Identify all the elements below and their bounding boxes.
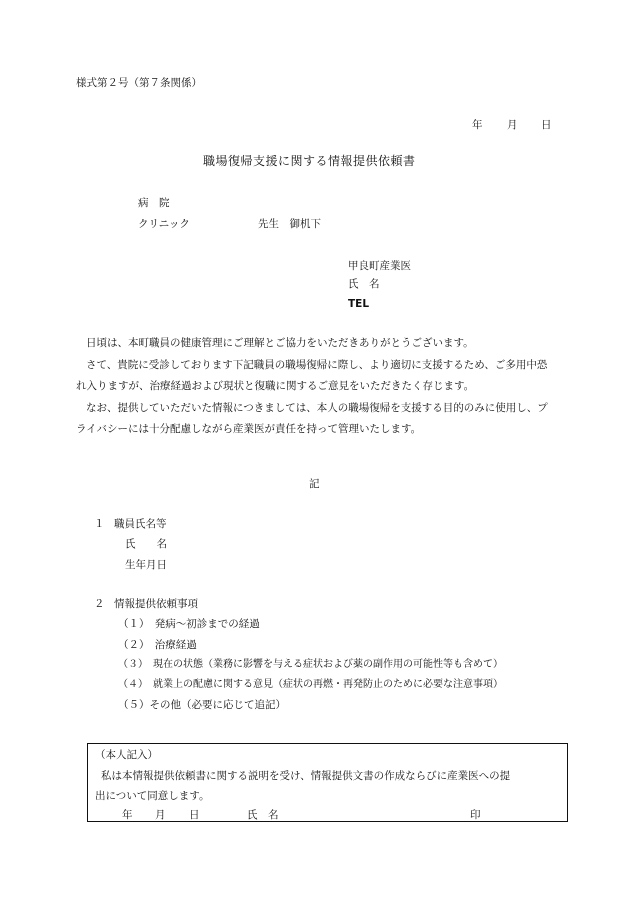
section1-birth-label: 生年月日 <box>125 559 167 571</box>
section2-heading: 情報提供依頼事項 <box>114 598 198 610</box>
sender-org: 甲良町産業医 <box>348 260 411 272</box>
consent-year-label: 年 <box>122 809 133 821</box>
body-paragraph: 日頃は、本町職員の健康管理にご理解とご協力をいただきありがとうございます。 <box>86 337 474 349</box>
sender-name-label: 氏 名 <box>348 278 380 290</box>
consent-day-label: 日 <box>189 809 200 821</box>
request-item: （１） 発病～初診までの経過 <box>118 618 260 630</box>
date-day-label: 日 <box>541 119 552 131</box>
section1-heading: 職員氏名等 <box>114 518 167 530</box>
addressee-clinic: クリニック <box>138 218 190 230</box>
consent-text-line2: 出について同意します。 <box>95 790 210 802</box>
consent-name-label: 氏 名 <box>247 809 279 821</box>
form-number: 様式第２号（第７条関係） <box>76 77 202 89</box>
request-item: （２） 治療経過 <box>118 639 197 651</box>
consent-text-line1: 私は本情報提供依頼書に関する説明を受け、情報提供文書の作成ならびに産業医への提 <box>101 770 511 782</box>
consent-seal: 印 <box>470 809 481 821</box>
date-year-label: 年 <box>472 119 483 131</box>
body-paragraph: さて、貴院に受診しております下記職員の職場復帰に際し、より適切に支援するため、ご多用中恐れ入りますが、治療経過および現状と復職に関するご意見をいただきたく存じます。 <box>76 358 548 392</box>
request-item: （５）その他（必要に応じて追記） <box>118 699 286 711</box>
document-title: 職場復帰支援に関する情報提供依頼書 <box>203 154 416 168</box>
date-month-label: 月 <box>507 119 518 131</box>
section2-number: ２ <box>94 598 105 610</box>
body-paragraph: なお、提供していただいた情報につきましては、本人の職場復帰を支援する目的のみに使用し、プライバシーには十分配慮しながら産業医が責任を持って管理いたします。 <box>76 401 548 435</box>
addressee-hospital: 病 院 <box>138 197 170 209</box>
ki-mark: 記 <box>309 478 320 490</box>
body-text <box>76 333 556 441</box>
addressee-honorific: 先生 御机下 <box>258 218 321 230</box>
consent-label: （本人記入） <box>95 749 158 761</box>
section1-number: １ <box>94 518 105 530</box>
request-item: （３） 現在の状態（業務に影響を与える症状および薬の副作用の可能性等も含めて） <box>118 659 503 670</box>
section1-name-label: 氏 名 <box>125 538 167 550</box>
consent-month-label: 月 <box>155 809 166 821</box>
sender-tel-label: TEL <box>348 298 370 310</box>
request-item: （４） 就業上の配慮に関する意見（症状の再燃・再発防止のために必要な注意事項） <box>118 679 503 690</box>
